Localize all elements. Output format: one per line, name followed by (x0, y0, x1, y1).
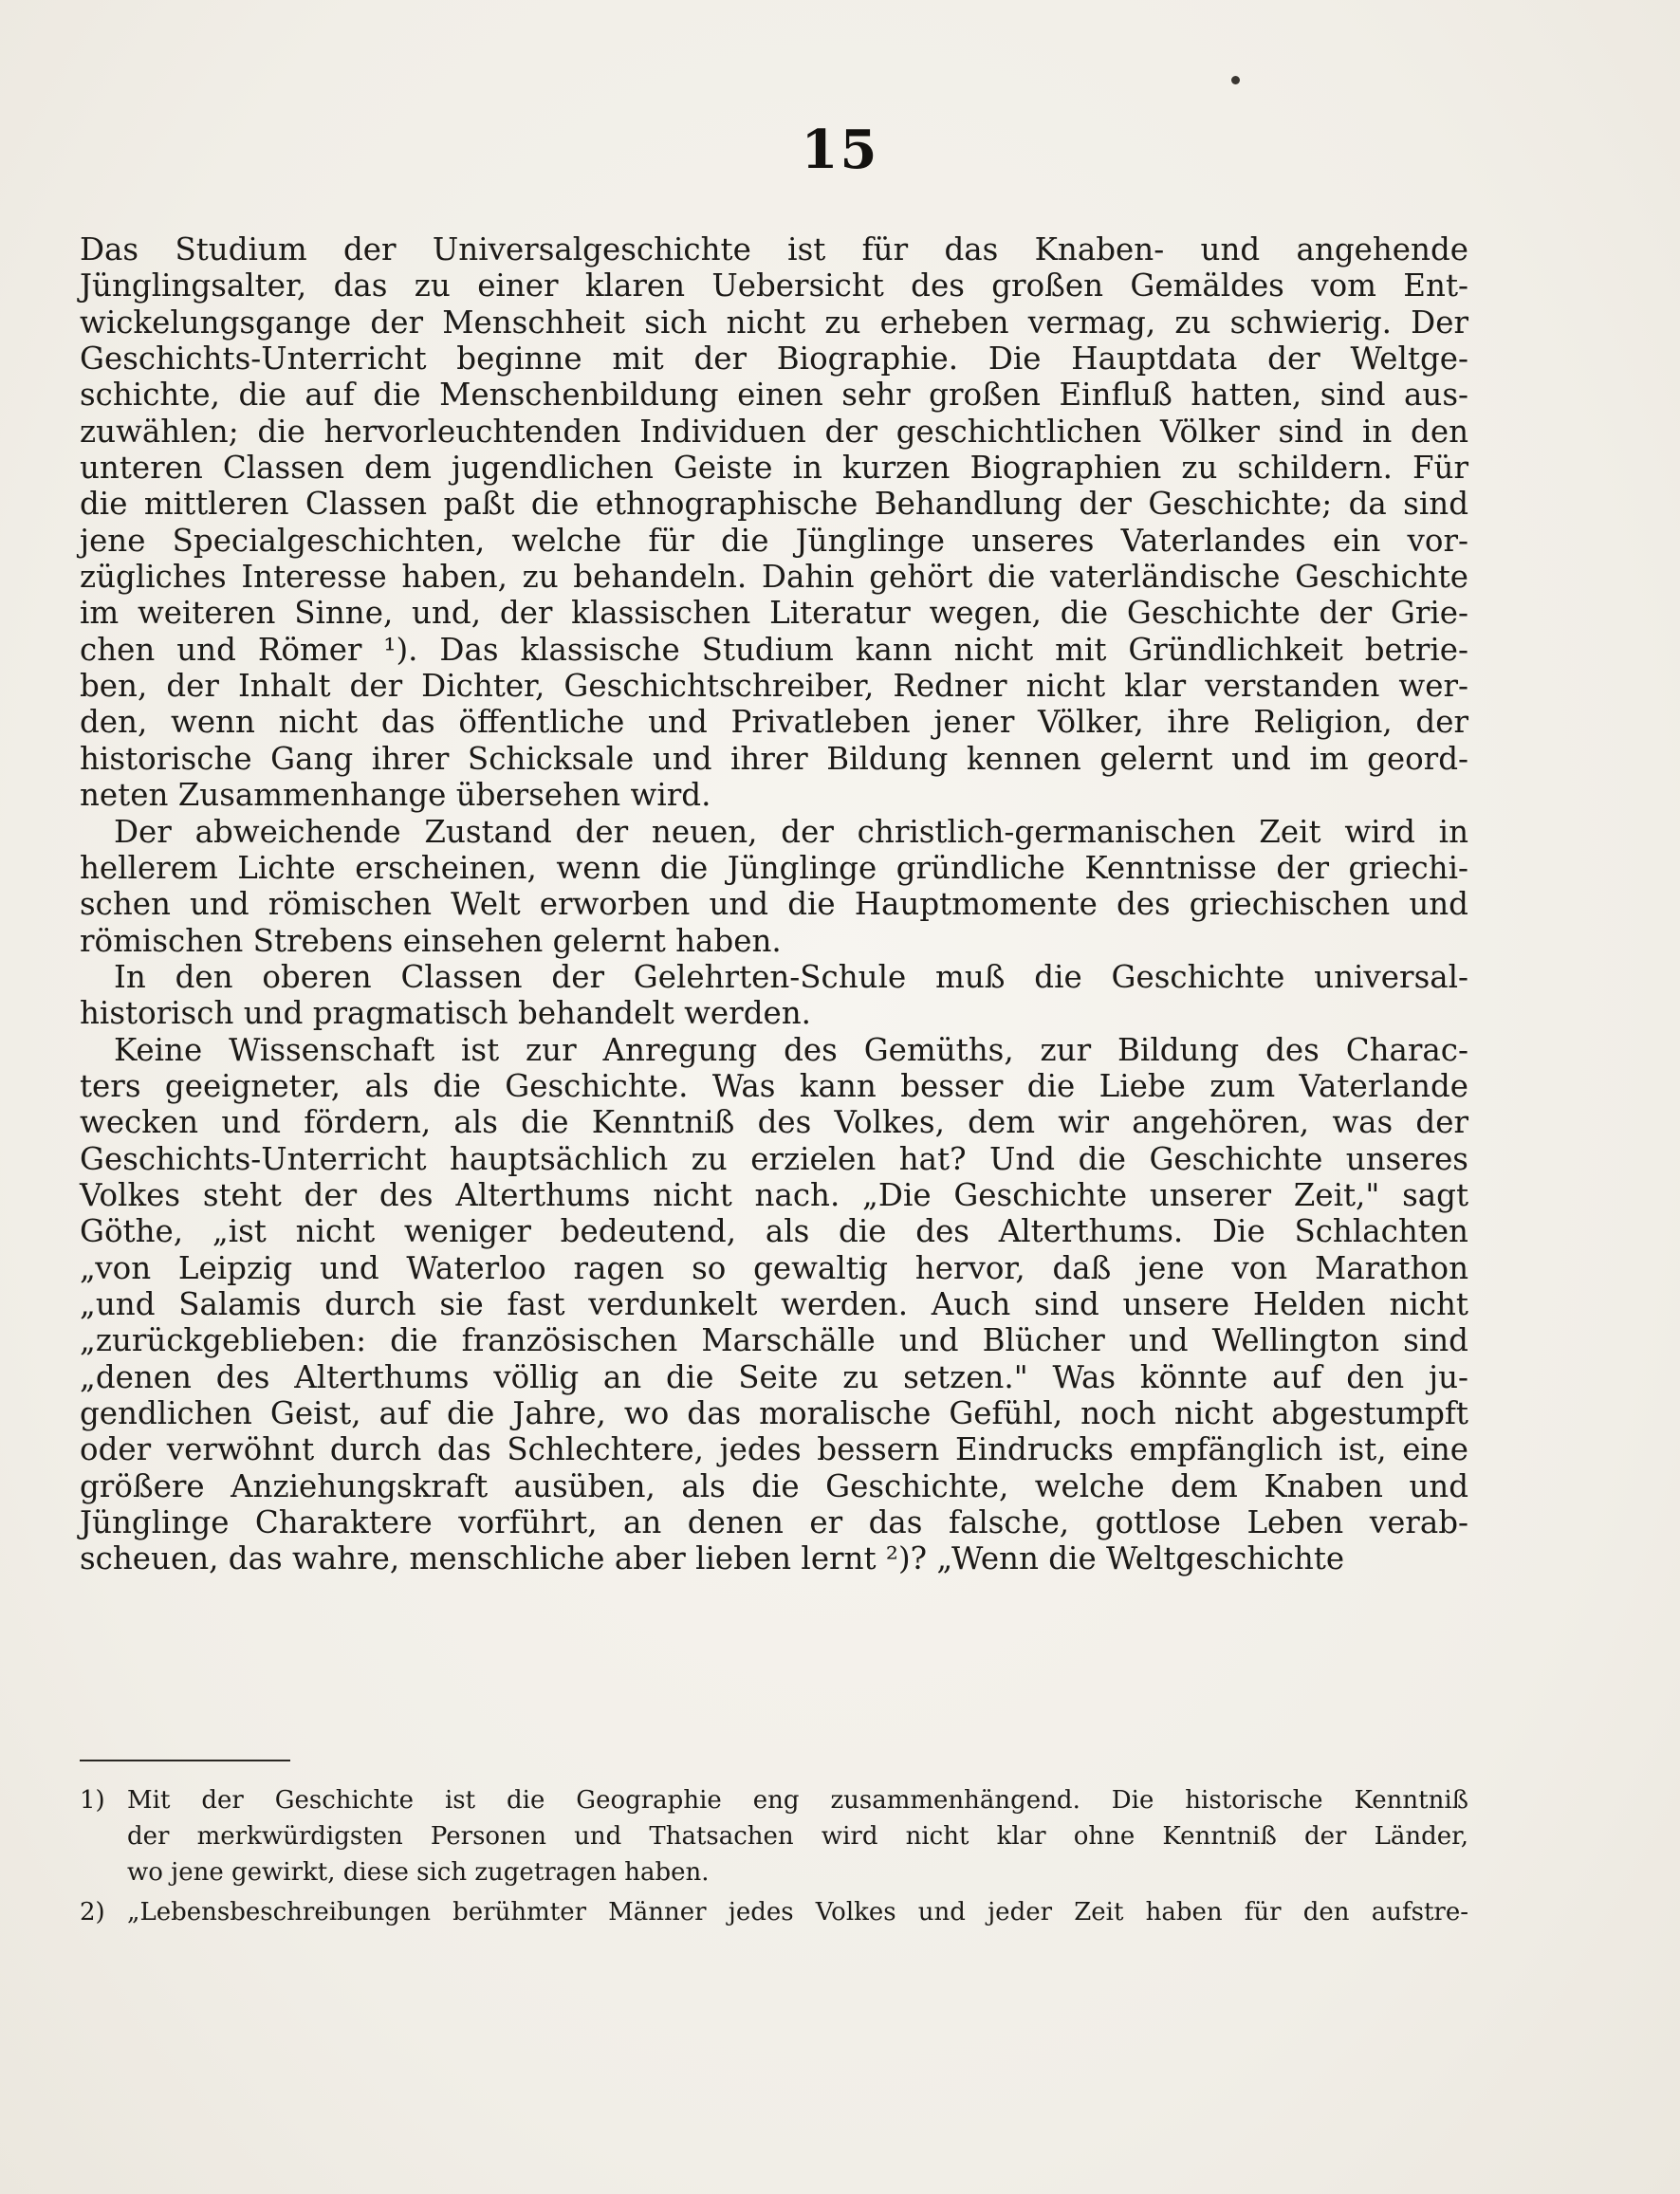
text-line: römischen Strebens einsehen gelernt haben. (80, 922, 782, 959)
text-line: historisch und pragmatisch behandelt werden. (80, 995, 812, 1032)
footnotes (80, 1782, 1468, 1930)
footnote-separator (80, 1760, 290, 1761)
text-line: Geschichts-Unterricht hauptsächlich zu erzielen hat? Und die Geschichte unseres (80, 1140, 1468, 1177)
text-line: Jünglinge Charaktere vorführt, an denen er das falsche, gottlose Leben verab- (80, 1504, 1468, 1541)
text-line: „und Salamis durch sie fast verdunkelt werden. Auch sind unsere Helden nicht (80, 1285, 1468, 1322)
text-line: schen und römischen Welt erworben und die Hauptmomente des griechischen und (80, 886, 1468, 923)
text-line: zuwählen; die hervorleuchtenden Individuen der geschichtlichen Völker sind in den (80, 413, 1468, 450)
footnote-2-line-1: 2) „Lebensbeschreibungen berühmter Männer jedes Volkes und jeder Zeit haben für den aufstre- (80, 1894, 1468, 1930)
text-line: Göthe, „ist nicht weniger bedeutend, als die des Alterthums. Die Schlachten (80, 1213, 1468, 1250)
text-line: In den oberen Classen der Gelehrten-Schule muß die Geschichte universal- (114, 958, 1468, 995)
text-line: jene Specialgeschichten, welche für die Jünglinge unseres Vaterlandes ein vor- (80, 522, 1468, 559)
text-line: „denen des Alterthums völlig an die Seite zu setzen." Was könnte auf den ju- (80, 1358, 1468, 1395)
text-line: Jünglingsalter, das zu einer klaren Uebersicht des großen Gemäldes vom Ent- (80, 267, 1468, 304)
text-line: schichte, die auf die Menschenbildung einen sehr großen Einfluß hatten, sind aus- (80, 377, 1468, 414)
text-line: Geschichts-Unterricht beginne mit der Biographie. Die Hauptdata der Weltge- (80, 341, 1468, 378)
text-line: ben, der Inhalt der Dichter, Geschichtschreiber, Redner nicht klar verstanden wer- (80, 668, 1468, 705)
text-line: im weiteren Sinne, und, der klassischen Literatur wegen, die Geschichte der Grie- (80, 595, 1468, 632)
text-line: hellerem Lichte erscheinen, wenn die Jünglinge gründliche Kenntnisse der griechi- (80, 849, 1468, 886)
footnote-1-line-3: wo jene gewirkt, diese sich zugetragen haben. (127, 1858, 710, 1887)
text-line: oder verwöhnt durch das Schlechtere, jedes bessern Eindrucks empfänglich ist, eine (80, 1431, 1468, 1468)
ink-speck (1231, 76, 1240, 84)
text-line: wecken und fördern, als die Kenntniß des Volkes, dem wir angehören, was der (80, 1104, 1468, 1141)
text-line: wickelungsgange der Menschheit sich nicht zu erheben vermag, zu schwierig. Der (80, 304, 1468, 341)
body-text (80, 231, 1468, 1577)
footnote-1-marker: 1) (80, 1786, 105, 1815)
page-number: 15 (801, 119, 879, 181)
footnote-2-marker: 2) (80, 1898, 105, 1927)
footnote-1-line-2: der merkwürdigsten Personen und Thatsachen wird nicht klar ohne Kenntniß der Länder, (127, 1822, 1468, 1851)
text-line: den, wenn nicht das öffentliche und Privatleben jener Völker, ihre Religion, der (80, 704, 1468, 741)
text-line: scheuen, das wahre, menschliche aber lieben lernt ²)? „Wenn die Weltgeschichte (80, 1540, 1345, 1577)
text-line: größere Anziehungskraft ausüben, als die Geschichte, welche dem Knaben und (80, 1467, 1468, 1504)
text-line: „zurückgeblieben: die französischen Marschälle und Blücher und Wellington sind (80, 1322, 1468, 1359)
text-line: „von Leipzig und Waterloo ragen so gewaltig hervor, daß jene von Marathon (80, 1249, 1468, 1286)
text-line: ters geeigneter, als die Geschichte. Was kann besser die Liebe zum Vaterlande (80, 1067, 1468, 1104)
text-line: Keine Wissenschaft ist zur Anregung des Gemüths, zur Bildung des Charac- (114, 1031, 1468, 1068)
text-line: Das Studium der Universalgeschichte ist für das Knaben- und angehende (80, 231, 1468, 267)
text-line: unteren Classen dem jugendlichen Geiste in kurzen Biographien zu schildern. Für (80, 450, 1468, 487)
text-line: Der abweichende Zustand der neuen, der christlich-germanischen Zeit wird in (114, 813, 1468, 850)
text-line: gendlichen Geist, auf die Jahre, wo das moralische Gefühl, noch nicht abgestumpft (80, 1395, 1468, 1431)
text-line: die mittleren Classen paßt die ethnographische Behandlung der Geschichte; da sind (80, 486, 1468, 523)
text-line: zügliches Interesse haben, zu behandeln. Dahin gehört die vaterländische Geschichte (80, 559, 1468, 596)
text-line: chen und Römer ¹). Das klassische Studium kann nicht mit Gründlichkeit betrie- (80, 631, 1468, 668)
text-line: Volkes steht der des Alterthums nicht nach. „Die Geschichte unserer Zeit," sagt (80, 1176, 1468, 1213)
text-line: historische Gang ihrer Schicksale und ihrer Bildung kennen gelernt und im geord- (80, 740, 1468, 777)
footnote-1-line-1: 1) Mit der Geschichte ist die Geographie eng zusammenhängend. Die historische Kenntniß (80, 1782, 1468, 1818)
text-line: neten Zusammenhange übersehen wird. (80, 777, 711, 814)
